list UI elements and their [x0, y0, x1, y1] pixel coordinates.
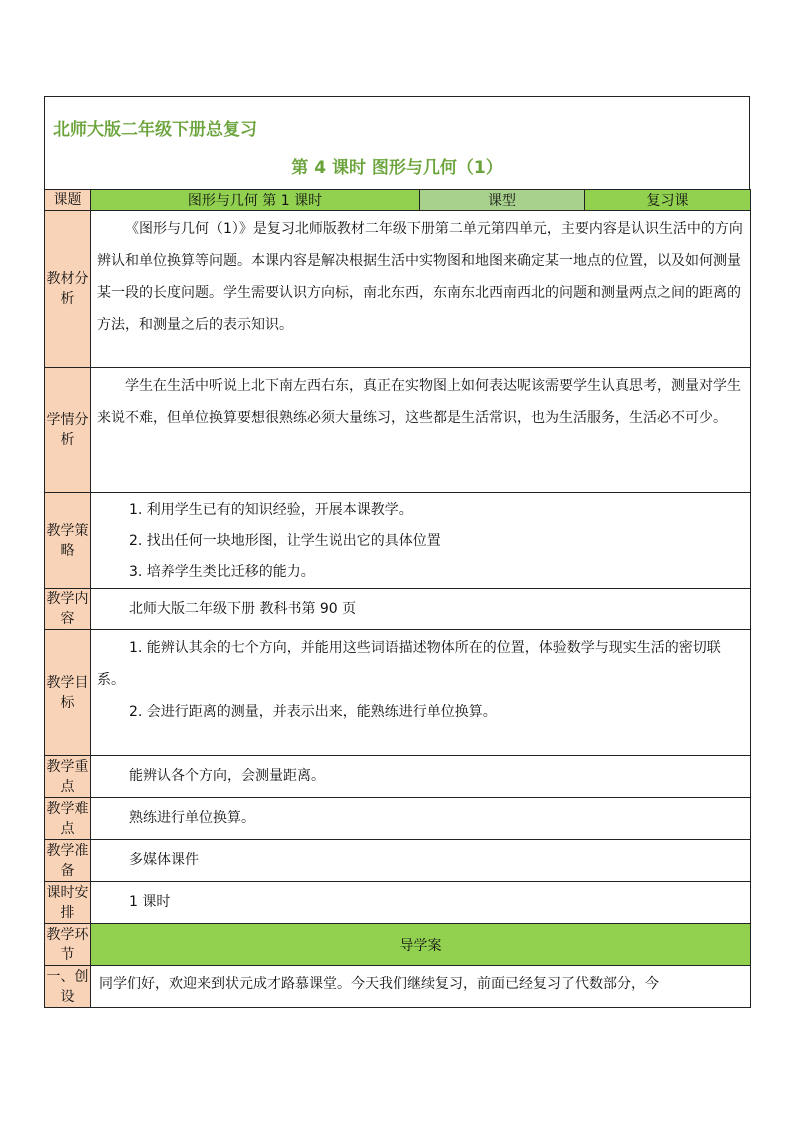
content-row — [45, 589, 751, 630]
strategy-item: 3. 培养学生类比迁移的能力。 — [129, 564, 315, 580]
schedule-text: 1 课时 — [129, 894, 171, 910]
preparation-text: 多媒体课件 — [129, 852, 199, 868]
schedule-label: 课时安排 — [45, 882, 91, 924]
process-row — [45, 924, 751, 966]
series-title: 北师大版二年级下册总复习 — [53, 120, 257, 140]
lesson-plan-page — [44, 96, 750, 1008]
preparation-row — [45, 840, 751, 882]
key-point-label: 教学重点 — [45, 756, 91, 798]
student-analysis-text: 学生在生活中听说上北下南左西右东，真正在实物图上如何表达呢该需要学生认真思考，测量对学生来说不难，但单位换算要想很熟练必须大量练习，这些都是生活常识，也为生活服务，生活必不可少。 — [97, 378, 741, 426]
step1-label: 一、创设 — [45, 966, 91, 1008]
content-text: 北师大版二年级下册 教科书第 90 页 — [129, 601, 357, 617]
student-analysis-row — [45, 368, 751, 493]
topic-row — [45, 190, 751, 211]
process-title: 导学案 — [91, 924, 751, 966]
difficulty-row — [45, 798, 751, 840]
step1-row — [45, 966, 751, 1008]
type-value: 复习课 — [585, 190, 751, 211]
goals-item: 2. 会进行距离的测量，并表示出来，能熟练进行单位换算。 — [129, 704, 497, 720]
difficulty-text: 熟练进行单位换算。 — [129, 810, 255, 826]
lesson-title: 第 4 课时 图形与几何（1） — [291, 158, 503, 178]
step1-text: 同学们好，欢迎来到状元成才路慕课堂。今天我们继续复习，前面已经复习了代数部分，今 — [99, 976, 659, 992]
process-label: 教学环节 — [45, 924, 91, 966]
document-header — [44, 96, 750, 190]
preparation-label: 教学准备 — [45, 840, 91, 882]
topic-label: 课题 — [45, 190, 91, 211]
topic-value: 图形与几何 第 1 课时 — [91, 190, 420, 211]
strategy-label: 教学策略 — [45, 493, 91, 589]
textbook-analysis-label: 教材分析 — [45, 211, 91, 368]
schedule-row — [45, 882, 751, 924]
type-label: 课型 — [420, 190, 585, 211]
goals-row — [45, 630, 751, 756]
strategy-item: 2. 找出任何一块地形图，让学生说出它的具体位置 — [129, 533, 441, 549]
key-point-row — [45, 756, 751, 798]
strategy-row — [45, 493, 751, 589]
textbook-analysis-text: 《图形与几何（1）》是复习北师版教材二年级下册第二单元第四单元，主要内容是认识生活中的方向辨认和单位换算等问题。本课内容是解决根据生活中实物图和地图来确定某一地点的位置，以及如何测量某一段的长度问题。学生需要认识方向标，南北东西，东南东北西南西北的问题和测量两点之间的距离的方法，和测量之后的表示知识。 — [97, 221, 743, 333]
textbook-analysis-row — [45, 211, 751, 368]
key-point-text: 能辨认各个方向，会测量距离。 — [129, 768, 325, 784]
lesson-plan-table — [44, 189, 751, 1008]
content-label: 教学内容 — [45, 589, 91, 630]
strategy-item: 1. 利用学生已有的知识经验，开展本课教学。 — [129, 502, 413, 518]
goals-label: 教学目标 — [45, 630, 91, 756]
goals-item: 1. 能辨认其余的七个方向，并能用这些词语描述物体所在的位置，体验数学与现实生活的密切联系。 — [97, 640, 721, 688]
difficulty-label: 教学难点 — [45, 798, 91, 840]
student-analysis-label: 学情分析 — [45, 368, 91, 493]
